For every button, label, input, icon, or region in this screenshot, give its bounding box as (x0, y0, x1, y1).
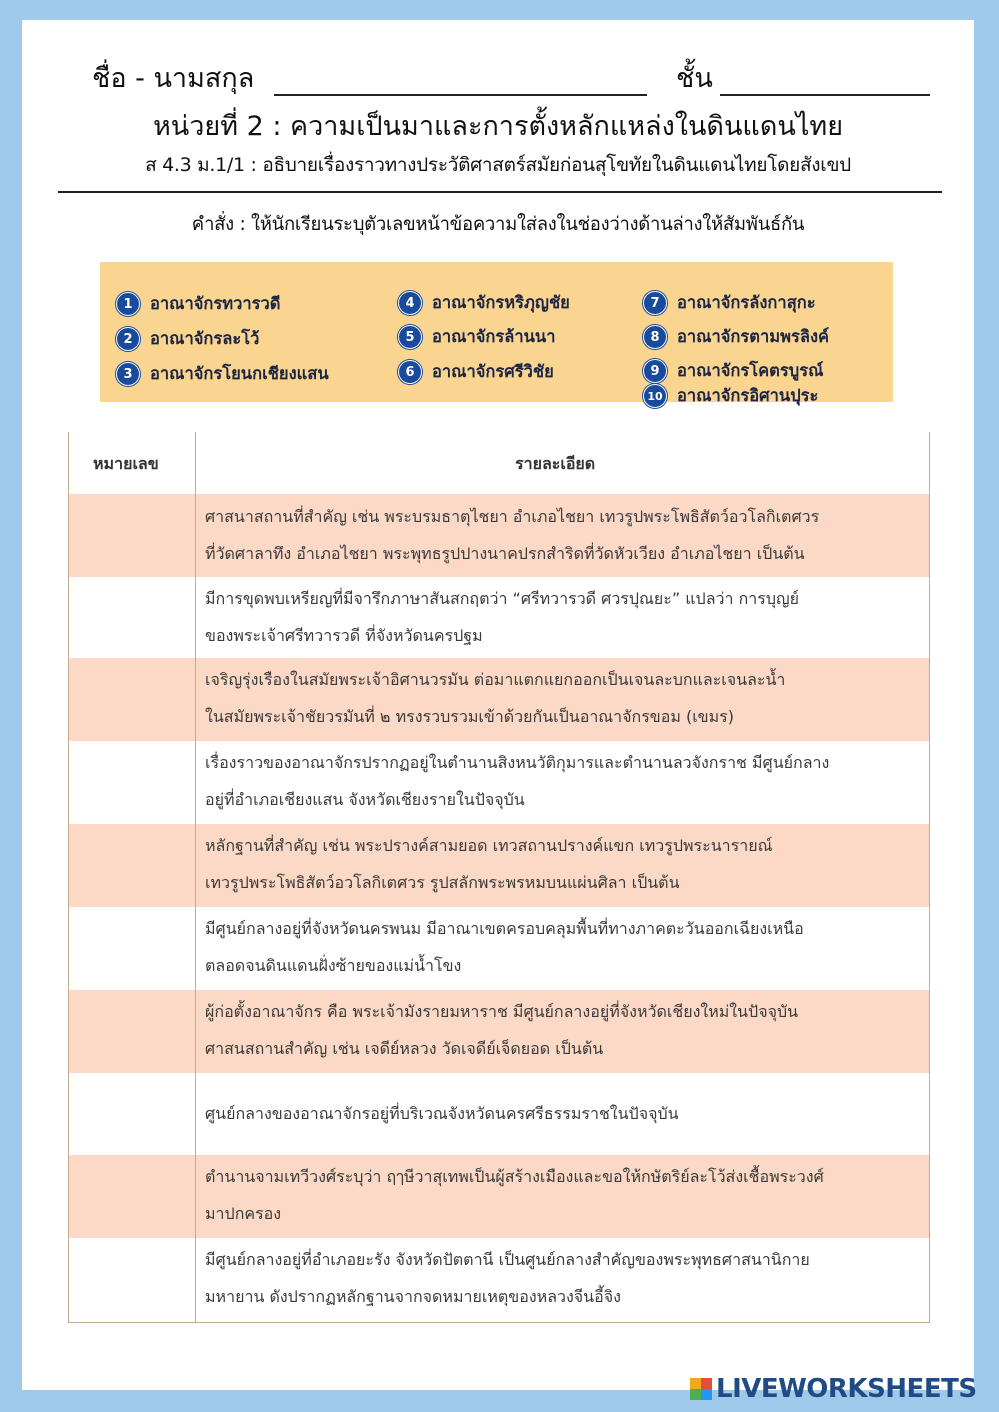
kingdom-name: อาณาจักรศรีวิชัย (432, 362, 554, 381)
table-row (69, 990, 929, 1075)
matching-table (68, 432, 930, 1323)
detail-line: ในสมัยพระเจ้าชัยวรมันที่ ๒ ทรงรวบรวมเข้าด้วยกันเป็นอาณาจักรขอม (เขมร) (205, 707, 734, 726)
detail-line: อยู่ที่อำเภอเชียงแสน จังหวัดเชียงรายในปัจจุบัน (205, 790, 525, 809)
number-badge: 10 (643, 384, 667, 408)
detail-line: เจริญรุ่งเรืองในสมัยพระเจ้าอิศานวรมัน ต่อมาแตกแยกออกเป็นเจนละบกและเจนละน้ำ (205, 670, 786, 689)
answer-cell[interactable] (69, 741, 195, 824)
number-badge: 9 (643, 359, 667, 383)
table-row (69, 658, 929, 743)
detail-line: ศาสนสถานสำคัญ เช่น เจดีย์หลวง วัดเจดีย์เจ็ดยอด เป็นต้น (205, 1039, 604, 1058)
kingdom-name: อาณาจักรหริภุญชัย (432, 293, 570, 312)
answer-cell[interactable] (69, 1155, 195, 1238)
name-label: ชื่อ - นามสกุล (92, 63, 255, 94)
table-row (69, 1155, 929, 1240)
answer-cell[interactable] (69, 990, 195, 1073)
table-row (69, 1238, 929, 1322)
column-header-detail: รายละเอียด (515, 454, 596, 473)
detail-line: ศาสนาสถานที่สำคัญ เช่น พระบรมธาตุไชยา อำเภอไชยา เทวรูปพระโพธิสัตว์อวโลกิเตศวร (205, 507, 820, 526)
kingdom-key-item (643, 324, 829, 350)
answer-cell[interactable] (69, 658, 195, 741)
detail-line: เทวรูปพระโพธิสัตว์อวโลกิเตศวร รูปสลักพระพรหมบนแผ่นศิลา เป็นต้น (205, 873, 680, 892)
class-label: ชั้น (676, 63, 713, 94)
table-row (69, 494, 929, 579)
number-badge: 7 (643, 291, 667, 315)
kingdom-name: อาณาจักรอิศานปุระ (677, 386, 819, 405)
divider (58, 191, 942, 193)
number-badge: 3 (116, 362, 140, 386)
kingdom-key-item (398, 324, 555, 350)
detail-line: มหายาน ดังปรากฏหลักฐานจากจดหมายเหตุของหลวงจีนอี้จิง (205, 1287, 621, 1306)
detail-line: มีศูนย์กลางอยู่ที่อำเภอยะรัง จังหวัดปัตตานี เป็นศูนย์กลางสำคัญของพระพุทธศาสนานิกาย (205, 1250, 810, 1269)
number-badge: 1 (116, 292, 140, 316)
number-badge: 4 (398, 291, 422, 315)
table-row (69, 1073, 929, 1157)
number-badge: 2 (116, 327, 140, 351)
answer-cell[interactable] (69, 577, 195, 658)
name-input-line[interactable] (274, 94, 647, 96)
standard-text: ส 4.3 ม.1/1 : อธิบายเรื่องราวทางประวัติศาสตร์สมัยก่อนสุโขทัยในดินแดนไทยโดยสังเขป (145, 154, 851, 176)
brand-name: LIVEWORKSHEETS (716, 1374, 977, 1404)
detail-line: ผู้ก่อตั้งอาณาจักร คือ พระเจ้ามังรายมหาราช มีศูนย์กลางอยู่ที่จังหวัดเชียงใหม่ในปัจจุบัน (205, 1002, 799, 1021)
table-header (69, 432, 929, 497)
answer-cell[interactable] (69, 1073, 195, 1155)
unit-title: หน่วยที่ 2 : ความเป็นมาและการตั้งหลักแหล่งในดินแดนไทย (152, 111, 844, 142)
kingdom-key-item (116, 291, 281, 317)
number-badge: 6 (398, 360, 422, 384)
detail-line: เรื่องราวของอาณาจักรปรากฏอยู่ในตำนานสิงหนวัติกุมารและตำนานลวจังกราช มีศูนย์กลาง (205, 753, 830, 772)
worksheet-page (22, 20, 974, 1390)
column-divider (195, 432, 196, 1322)
kingdom-key-item (398, 359, 554, 385)
kingdom-name: อาณาจักรโยนกเชียงแสน (150, 364, 329, 383)
kingdom-key-item (643, 383, 818, 409)
liveworksheets-logo-icon (690, 1378, 712, 1400)
kingdom-key-item (116, 361, 329, 387)
kingdom-key-item (398, 290, 570, 316)
class-input-line[interactable] (720, 94, 930, 96)
kingdom-name: อาณาจักรตามพรลิงค์ (677, 327, 830, 346)
detail-line: ที่วัดศาลาทึง อำเภอไชยา พระพุทธรูปปางนาคปรกสำริดที่วัดหัวเวียง อำเภอไชยา เป็นต้น (205, 544, 805, 563)
kingdom-key-item (643, 358, 823, 384)
table-row (69, 577, 929, 660)
kingdom-name: อาณาจักรโคตรบูรณ์ (677, 361, 824, 380)
number-badge: 8 (643, 325, 667, 349)
instruction-text: คำสั่ง : ให้นักเรียนระบุตัวเลขหน้าข้อความใส่ลงในช่องว่างด้านล่างให้สัมพันธ์กัน (191, 214, 805, 235)
detail-line: หลักฐานที่สำคัญ เช่น พระปรางค์สามยอด เทวสถานปรางค์แขก เทวรูปพระนารายณ์ (205, 836, 773, 855)
number-badge: 5 (398, 325, 422, 349)
kingdom-key-item (116, 326, 259, 352)
kingdom-name: อาณาจักรทวารวดี (150, 294, 281, 313)
detail-line: ของพระเจ้าศรีทวารวดี ที่จังหวัดนครปฐม (205, 626, 483, 645)
answer-cell[interactable] (69, 907, 195, 990)
detail-line: มีศูนย์กลางอยู่ที่จังหวัดนครพนม มีอาณาเขตครอบคลุมพื้นที่ทางภาคตะวันออกเฉียงเหนือ (205, 919, 804, 938)
answer-cell[interactable] (69, 824, 195, 907)
table-row (69, 907, 929, 992)
kingdom-key-box (100, 262, 893, 405)
table-row (69, 824, 929, 909)
table-row (69, 741, 929, 826)
liveworksheets-brand[interactable] (690, 1374, 977, 1404)
header-fields (22, 56, 974, 106)
kingdom-name: อาณาจักรล้านนา (432, 327, 556, 346)
detail-line: ศูนย์กลางของอาณาจักรอยู่ที่บริเวณจังหวัดนครศรีธรรมราชในปัจจุบัน (205, 1104, 679, 1123)
detail-line: ตำนานจามเทวีวงศ์ระบุว่า ฤๅษีวาสุเทพเป็นผู้สร้างเมืองและขอให้กษัตริย์ละโว้ส่งเชื้อพระวงศ์ (205, 1167, 824, 1186)
answer-cell[interactable] (69, 494, 195, 577)
answer-cell[interactable] (69, 1238, 195, 1322)
column-header-number: หมายเลข (93, 454, 159, 473)
kingdom-key-item (643, 290, 816, 316)
detail-line: ตลอดจนดินแดนฝั่งซ้ายของแม่น้ำโขง (205, 956, 462, 975)
detail-line: มาปกครอง (205, 1204, 282, 1223)
detail-line: มีการขุดพบเหรียญที่มีจารึกภาษาสันสกฤตว่า “ศรีทวารวดี ศวรปุณยะ” แปลว่า การบุญย์ (205, 589, 799, 608)
kingdom-name: อาณาจักรละโว้ (150, 329, 260, 348)
kingdom-name: อาณาจักรลังกาสุกะ (677, 293, 816, 312)
